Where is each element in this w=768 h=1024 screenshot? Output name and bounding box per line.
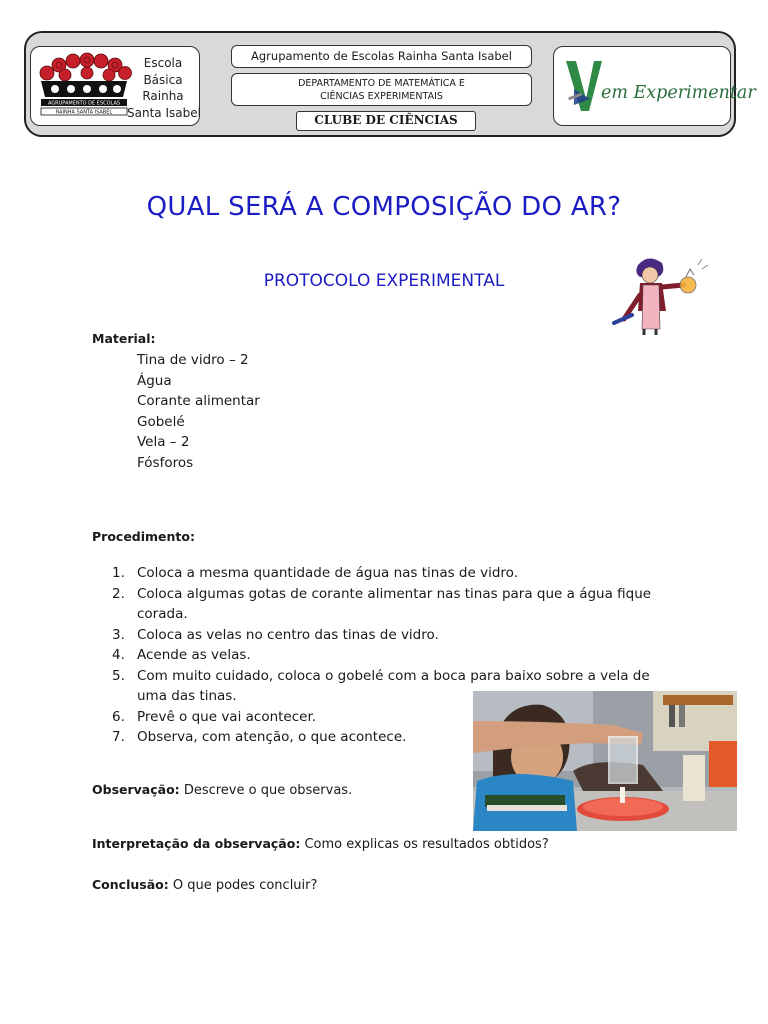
crest-subtext: RAINHA SANTA ISABEL bbox=[55, 109, 113, 116]
step-text: corada. bbox=[137, 606, 188, 622]
step-text: Acende as velas. bbox=[137, 647, 251, 663]
interpretation-text: Como explicas os resultados obtidos? bbox=[304, 837, 549, 852]
conclusion-section bbox=[92, 877, 317, 893]
material-list bbox=[137, 350, 260, 473]
procedure-step bbox=[92, 563, 682, 584]
interpretation-section bbox=[92, 836, 549, 852]
scientist-illustration-icon bbox=[610, 255, 712, 337]
page-subtitle: PROTOCOLO EXPERIMENTAL bbox=[263, 271, 505, 291]
club-label: CLUBE DE CIÊNCIAS bbox=[296, 111, 476, 131]
step-number: 7. bbox=[112, 729, 125, 745]
agrupamento-label: Agrupamento de Escolas Rainha Santa Isabel bbox=[231, 45, 532, 68]
school-name-line: Básica bbox=[143, 72, 183, 87]
list-item: Vela – 2 bbox=[137, 434, 190, 450]
step-text: Observa, com atenção, o que acontece. bbox=[137, 729, 407, 745]
step-number: 1. bbox=[112, 565, 125, 581]
interpretation-label: Interpretação da observação: bbox=[92, 836, 301, 851]
procedure-heading: Procedimento: bbox=[92, 529, 195, 544]
observation-section bbox=[92, 782, 352, 798]
school-box bbox=[30, 46, 200, 126]
step-number: 2. bbox=[112, 585, 125, 602]
crest-banner-text: AGRUPAMENTO DE ESCOLAS bbox=[47, 100, 121, 107]
conclusion-text: O que podes concluir? bbox=[172, 878, 318, 893]
logo-letter: V bbox=[584, 91, 585, 92]
step-text: Prevê o que vai acontecer. bbox=[137, 708, 317, 725]
logo-text: em Experimentar bbox=[601, 83, 756, 103]
material-heading: Material: bbox=[92, 331, 156, 346]
procedure-step bbox=[92, 584, 682, 625]
school-name-line: Rainha bbox=[142, 89, 184, 103]
v-logo-icon bbox=[564, 55, 604, 117]
step-text: Com muito cuidado, coloca o gobelé com a boca para baixo sobre a vela de bbox=[137, 667, 650, 684]
vem-experimentar-logo bbox=[553, 46, 756, 126]
step-text: uma das tinas. bbox=[137, 688, 237, 704]
department-line: CIÊNCIAS EXPERIMENTAIS bbox=[320, 91, 443, 102]
step-number: 3. bbox=[112, 626, 125, 643]
department-line: DEPARTAMENTO DE MATEMÁTICA E bbox=[298, 78, 465, 89]
conclusion-label: Conclusão: bbox=[92, 877, 169, 892]
step-text: Coloca as velas no centro das tinas de vidro. bbox=[137, 626, 439, 643]
step-number: 4. bbox=[112, 647, 125, 663]
department-label bbox=[231, 73, 532, 106]
observation-text: Descreve o que observas. bbox=[183, 783, 353, 798]
school-name-line: Escola bbox=[143, 56, 183, 70]
list-item: Tina de vidro – 2 bbox=[137, 352, 249, 368]
school-name bbox=[127, 55, 199, 121]
step-number: 6. bbox=[112, 708, 125, 725]
list-item: Água bbox=[137, 372, 172, 389]
school-name-line: Santa Isabel bbox=[127, 105, 201, 120]
page-title: QUAL SERÁ A COMPOSIÇÃO DO AR? bbox=[146, 192, 622, 222]
list-item: Corante alimentar bbox=[137, 393, 260, 409]
experiment-photo bbox=[473, 691, 737, 831]
procedure-step bbox=[92, 645, 682, 666]
procedure-step bbox=[92, 625, 682, 646]
step-number: 5. bbox=[112, 667, 125, 684]
school-crest-icon bbox=[35, 51, 133, 121]
observation-label: Observação: bbox=[92, 782, 180, 797]
step-text: Coloca a mesma quantidade de água nas tinas de vidro. bbox=[137, 565, 518, 581]
list-item: Fósforos bbox=[137, 454, 194, 471]
list-item: Gobelé bbox=[137, 413, 185, 430]
step-text: Coloca algumas gotas de corante alimentar nas tinas para que a água fique bbox=[137, 585, 652, 602]
